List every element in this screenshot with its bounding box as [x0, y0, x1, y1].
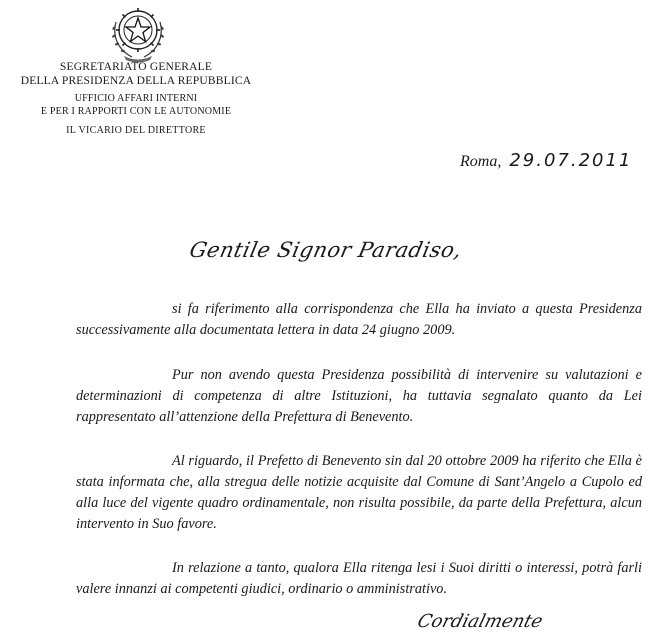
letter-date: [460, 150, 632, 171]
paragraph-2: Pur non avendo questa Presidenza possibilità di intervenire su valutazioni e determinazioni di competenza di altre Istituzioni, ha tuttavia segnalato quanto da Lei rappresentato all’attenzione della Prefettura di Benevento.: [76, 367, 642, 425]
letterhead-line-5: IL VICARIO DEL DIRETTORE: [66, 125, 206, 136]
paragraph-3: Al riguardo, il Prefetto di Benevento sin dal 20 ottobre 2009 ha riferito che Ella è stata informata che, alla stregua delle notizie acquisite dal Comune di Sant’Angelo a Cupolo ed alla luce del vigente quadro ordinamentale, non risulta possibile, da parte della Prefettura, alcun intervento in Suo favore.: [76, 453, 642, 532]
date-place: Roma,: [460, 153, 502, 170]
italian-republic-emblem-icon: [108, 2, 168, 64]
date-handwritten: 29.07.2011: [509, 150, 633, 171]
letterhead-line-2: DELLA PRESIDENZA DELLA REPUBBLICA: [20, 75, 252, 87]
paragraph-1: si fa riferimento alla corrispondenza che Ella ha inviato a questa Presidenza successivamente alla documentata lettera in data 24 giugno 2009.: [76, 301, 642, 338]
letterhead-line-1: SEGRETARIATO GENERALE: [59, 61, 213, 73]
letterhead-line-3: UFFICIO AFFARI INTERNI: [74, 93, 198, 104]
closing-signature: Cordialmente: [415, 611, 546, 632]
salutation: Gentile Signor Paradiso,: [187, 238, 465, 262]
paragraph-4: In relazione a tanto, qualora Ella ritenga lesi i Suoi diritti o interessi, potrà farli valere innanzi ai competenti giudici, ordinario o amministrativo.: [76, 560, 642, 597]
letterhead-line-4: E PER I RAPPORTI CON LE AUTONOMIE: [40, 106, 232, 117]
